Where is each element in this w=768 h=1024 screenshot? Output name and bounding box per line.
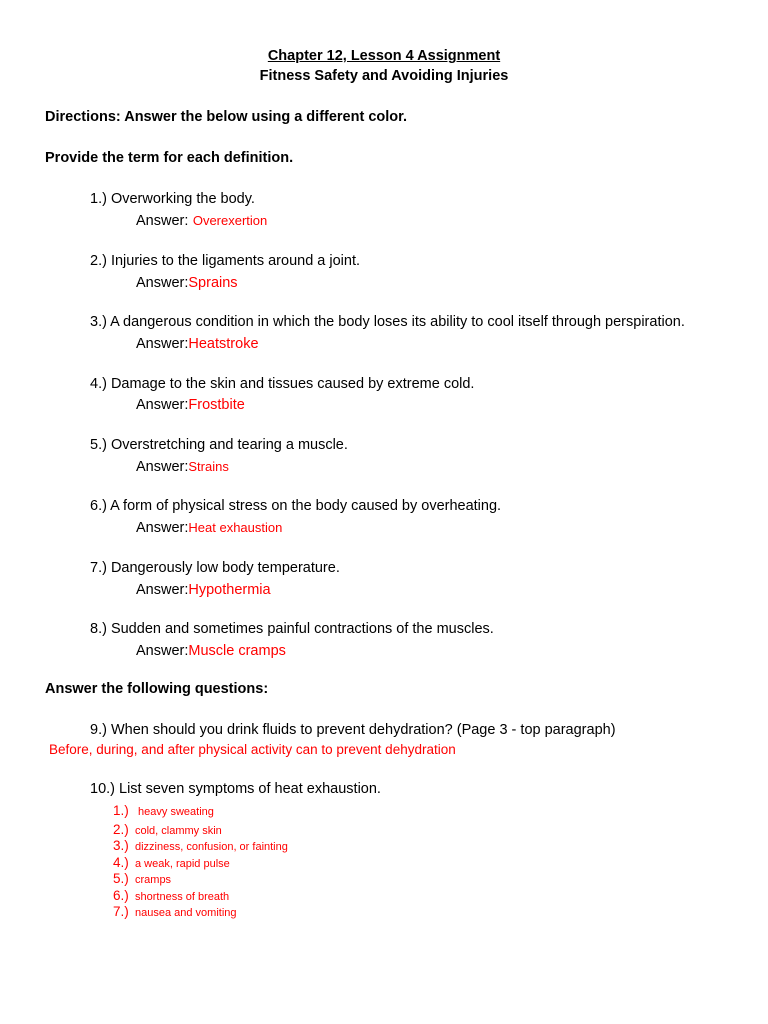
definition-question: 6.) A form of physical stress on the body caused by overheating. [90,498,502,514]
answer-text: Muscle cramps [188,643,286,659]
answer-row [136,275,238,291]
answer-text: Heatstroke [188,336,259,352]
answer-row [136,336,259,352]
answer-label: Answer: [136,275,189,291]
symptom-item [113,855,230,871]
answer-row [136,643,286,659]
assignment-subtitle: Fitness Safety and Avoiding Injuries [259,68,509,84]
symptom-number: 5.) [113,871,129,886]
answer-row [136,520,282,536]
answer-row [136,213,267,229]
symptom-number: 7.) [113,904,129,919]
symptom-text: shortness of breath [135,891,230,903]
answer-row [136,582,271,598]
definition-question: 5.) Overstretching and tearing a muscle. [90,437,348,453]
definition-question: 2.) Injuries to the ligaments around a joint. [90,253,361,269]
question-9: 9.) When should you drink fluids to prevent dehydration? (Page 3 - top paragraph) [90,722,616,738]
answer-label: Answer: [136,213,189,229]
answer-text: Frostbite [188,397,245,413]
answer-text: Strains [188,459,229,474]
symptom-number: 1.) [113,803,129,818]
symptom-text: cold, clammy skin [135,825,222,837]
symptom-text: nausea and vomiting [135,907,237,919]
symptom-item [113,904,237,920]
answer-text: Hypothermia [188,582,271,598]
answer-text: Sprains [188,275,238,291]
symptom-text: a weak, rapid pulse [135,858,230,870]
answer-text: Heat exhaustion [188,520,283,535]
symptom-text: dizziness, confusion, or fainting [135,841,288,853]
symptom-item [113,803,214,819]
symptom-number: 6.) [113,888,129,903]
symptom-text: cramps [135,874,172,886]
definition-question: 8.) Sudden and sometimes painful contractions of the muscles. [90,621,494,637]
answer-row [136,397,245,413]
answer-label: Answer: [136,520,189,536]
symptom-item [113,838,288,854]
answer-row [136,459,229,475]
symptom-text: heavy sweating [135,806,214,818]
definition-question: 4.) Damage to the skin and tissues caused by extreme cold. [90,376,475,392]
assignment-title: Chapter 12, Lesson 4 Assignment [267,48,501,64]
symptom-number: 2.) [113,822,129,837]
symptom-item [113,888,229,904]
answer-label: Answer: [136,459,189,475]
symptom-item [113,871,171,887]
definition-question: 1.) Overworking the body. [90,191,255,207]
answer-label: Answer: [136,397,189,413]
answer-text: Overexertion [192,213,268,228]
directions: Directions: Answer the below using a different color. [45,109,408,125]
definition-question: 7.) Dangerously low body temperature. [90,560,340,576]
section-heading-definitions: Provide the term for each definition. [45,150,294,166]
symptom-number: 4.) [113,855,129,870]
section-heading-questions: Answer the following questions: [45,681,269,697]
definition-question: 3.) A dangerous condition in which the body loses its ability to cool itself through perspiration. [90,314,685,330]
question-10: 10.) List seven symptoms of heat exhaustion. [90,781,381,797]
symptom-number: 3.) [113,838,129,853]
answer-label: Answer: [136,582,189,598]
answer-label: Answer: [136,336,189,352]
question-9-answer: Before, during, and after physical activity can to prevent dehydration [49,742,456,757]
answer-label: Answer: [136,643,189,659]
symptom-item [113,822,222,838]
